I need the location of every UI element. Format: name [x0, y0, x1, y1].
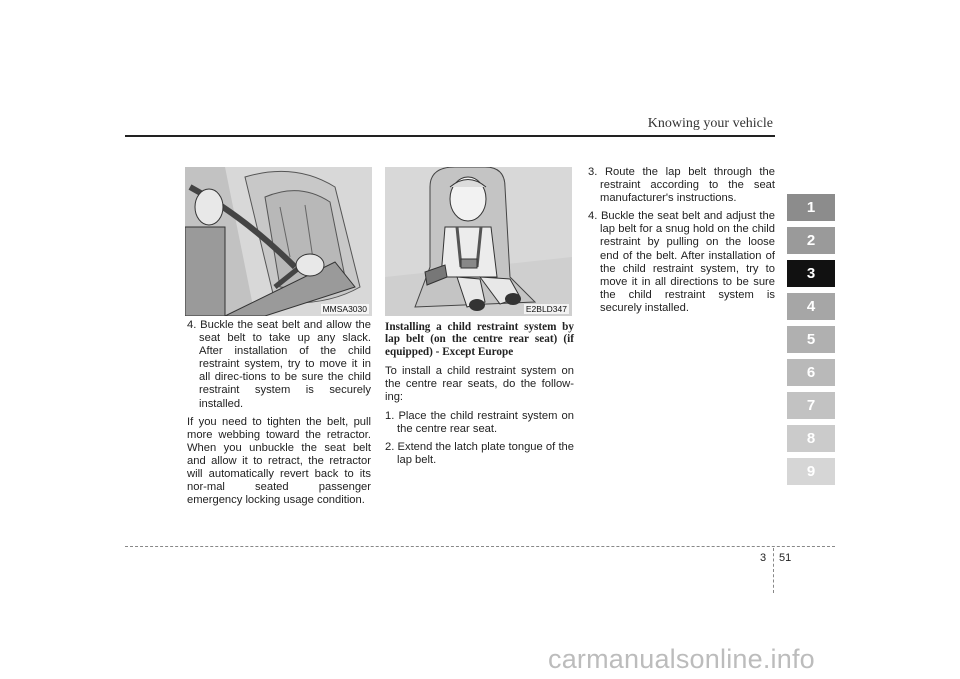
figure-buckling-belt	[185, 167, 372, 316]
text-column-3	[588, 166, 775, 320]
chapter-tab-8[interactable]: 8	[787, 425, 835, 452]
figure-code: MMSA3030	[322, 304, 367, 314]
chapter-tab-4[interactable]: 4	[787, 293, 835, 320]
figure-code: E2BLD347	[525, 304, 567, 314]
step-4-adjust: 4. Buckle the seat belt and adjust the lap belt for a snug hold on the child restraint by pulling on the loose end of the belt. After installation of the child restraint system, try to move it in all directions to be sure the child restraint system is securely installed.	[588, 210, 775, 314]
chapter-tabs	[787, 194, 835, 491]
figure-child-seat	[385, 167, 572, 316]
paragraph-tighten-belt: If you need to tighten the belt, pull more webbing toward the retractor. When you unbuckle the seat belt and allow it to retract, the retractor will automatically revert back to its nor-mal seated passenger emergency locking usage condition.	[187, 415, 371, 507]
illustration-child-seat	[385, 167, 572, 316]
step-2-extend: 2. Extend the latch plate tongue of the lap belt.	[385, 440, 574, 466]
chapter-tab-1[interactable]: 1	[787, 194, 835, 221]
text-column-2	[385, 321, 574, 472]
page-number-divider	[773, 548, 774, 593]
chapter-tab-6[interactable]: 6	[787, 359, 835, 386]
chapter-tab-7[interactable]: 7	[787, 392, 835, 419]
chapter-tab-9[interactable]: 9	[787, 458, 835, 485]
illustration-buckling-belt	[185, 167, 372, 316]
page-chapter-number: 3	[760, 552, 767, 564]
text-column-1	[187, 319, 371, 512]
step-4-buckle: 4. Buckle the seat belt and allow the seat belt to take up any slack. After installation of the child restraint system, try to move it in all direc-tions to be sure the child restraint system is securely installed.	[187, 319, 371, 410]
header-rule	[125, 135, 775, 137]
paragraph-intro: To install a child restraint system on the centre rear seats, do the follow-ing:	[385, 365, 574, 404]
chapter-tab-2[interactable]: 2	[787, 227, 835, 254]
chapter-tab-5[interactable]: 5	[787, 326, 835, 353]
page-header-title: Knowing your vehicle	[647, 116, 773, 131]
chapter-tab-3[interactable]: 3	[787, 260, 835, 287]
section-heading: Installing a child restraint system by lap belt (on the centre rear seat) (if equipped) - Except Europe	[385, 321, 574, 358]
footer-rule	[125, 546, 835, 547]
step-3-route: 3. Route the lap belt through the restraint according to the seat manufacturer's instructions.	[588, 166, 775, 205]
watermark: carmanualsonline.info	[548, 644, 815, 674]
page-number: 51	[779, 552, 792, 564]
step-1-place: 1. Place the child restraint system on the centre rear seat.	[385, 409, 574, 435]
